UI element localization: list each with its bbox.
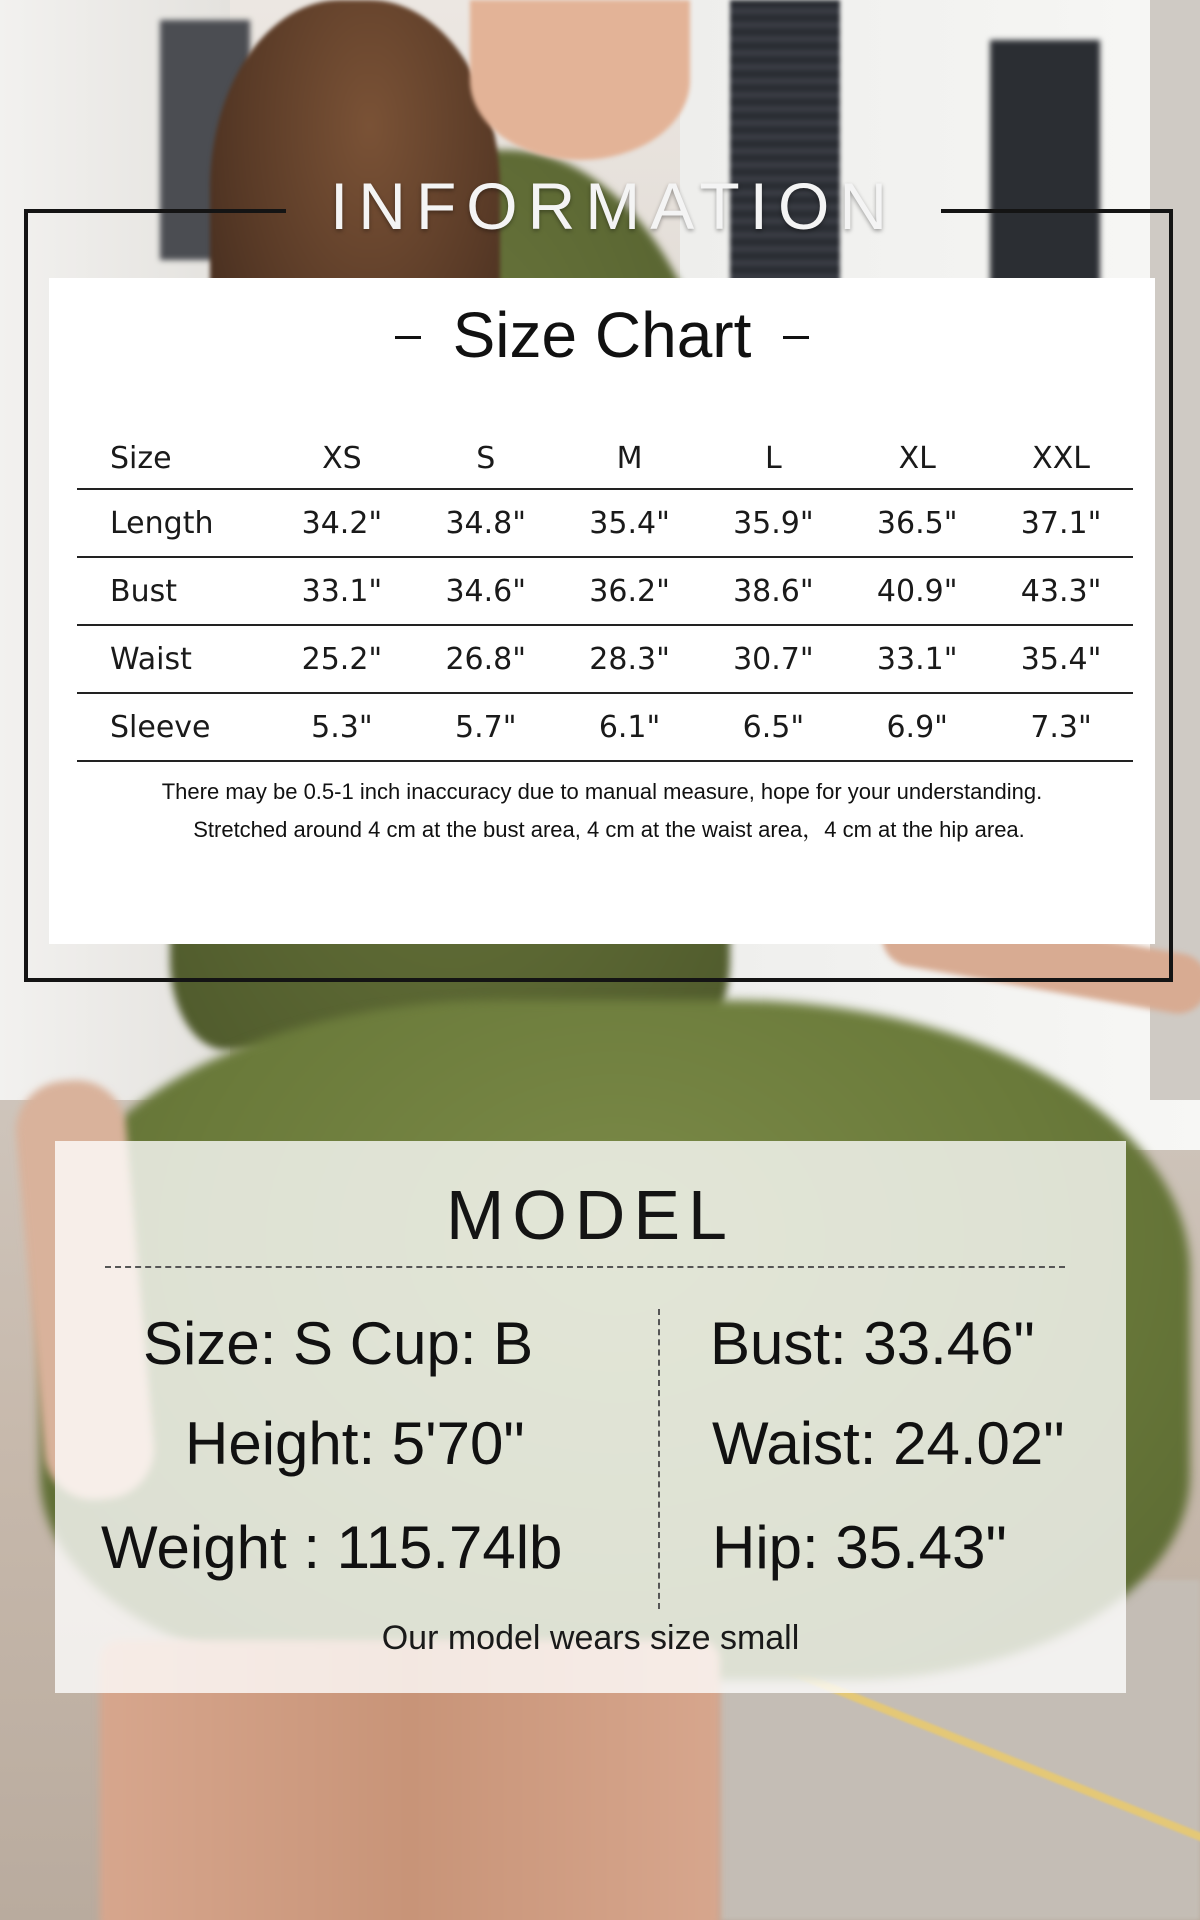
row-label: Length (110, 505, 214, 541)
size-chart-panel (49, 278, 1155, 944)
row-label: Sleeve (110, 709, 211, 745)
model-size-note: Our model wears size small (381, 1619, 800, 1657)
model-weight: Weight : 115.74lb (101, 1514, 563, 1581)
row-label: Bust (110, 573, 177, 609)
table-header: XS (322, 440, 362, 476)
table-cell: 6.1" (598, 709, 661, 745)
table-cell: 37.1" (1020, 505, 1102, 541)
model-waist: Waist: 24.02" (712, 1410, 1065, 1477)
table-cell: 35.4" (589, 505, 670, 541)
table-cell: 5.3" (311, 709, 373, 745)
table-cell: 35.4" (1020, 641, 1102, 677)
table-header: M (616, 440, 643, 476)
table-header: XXL (1032, 440, 1090, 476)
table-cell: 43.3" (1020, 573, 1102, 609)
table-cell: 33.1" (876, 641, 958, 677)
table-header: XL (898, 440, 936, 476)
table-row (77, 693, 1133, 761)
table-cell: 26.8" (445, 641, 527, 677)
model-bust: Bust: 33.46" (710, 1310, 1035, 1377)
model-info-box (55, 1141, 1126, 1693)
model-title: MODEL (446, 1176, 735, 1254)
table-cell: 38.6" (733, 573, 814, 609)
table-cell: 28.3" (589, 641, 670, 677)
frame-top-right-line (941, 209, 1173, 213)
stretch-note: Stretched around 4 cm at the bust area, 4 cm at the waist area，4 cm at the hip area. (193, 817, 1025, 842)
table-header-row (77, 428, 1133, 489)
table-cell: 33.1" (301, 573, 383, 609)
table-cell: 40.9" (876, 573, 958, 609)
measurement-note: There may be 0.5-1 inch inaccuracy due to manual measure, hope for your understanding. (161, 779, 1043, 804)
model-face (470, 0, 690, 160)
table-cell: 6.9" (886, 709, 948, 745)
model-hip: Hip: 35.43" (712, 1514, 1007, 1581)
table-cell: 6.5" (742, 709, 805, 745)
dashed-divider-horizontal (105, 1266, 1065, 1268)
model-height: Height: 5'70" (185, 1410, 525, 1477)
table-cell: 36.5" (876, 505, 958, 541)
table-cell: 34.2" (301, 505, 383, 541)
row-label: Waist (110, 641, 192, 677)
size-chart-heading (49, 298, 1155, 372)
frame-top-left-line (24, 209, 286, 213)
table-row (77, 625, 1133, 693)
table-cell: 35.9" (733, 505, 814, 541)
table-cell: 30.7" (733, 641, 814, 677)
title-dash-left (395, 336, 421, 339)
table-header: L (765, 440, 782, 476)
model-size-cup: Size: S Cup: B (143, 1310, 534, 1377)
information-title: INFORMATION (329, 169, 898, 243)
size-table (77, 428, 1133, 762)
table-row (77, 557, 1133, 625)
table-cell: 34.6" (445, 573, 527, 609)
table-header: S (476, 440, 496, 476)
table-row (77, 489, 1133, 557)
table-cell: 7.3" (1030, 709, 1092, 745)
dashed-divider-vertical (658, 1309, 660, 1609)
title-dash-right (783, 336, 809, 339)
table-header: Size (110, 440, 172, 476)
table-cell: 36.2" (589, 573, 670, 609)
size-chart-title: Size Chart (452, 299, 752, 371)
table-cell: 34.8" (445, 505, 527, 541)
table-cell: 5.7" (454, 709, 517, 745)
table-cell: 25.2" (301, 641, 383, 677)
